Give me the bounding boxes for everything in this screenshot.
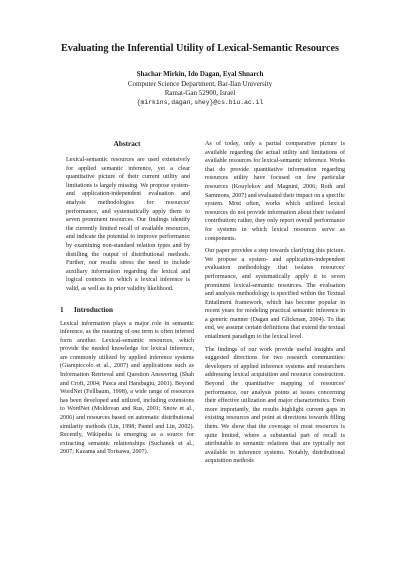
affiliation-location: Ramat-Gan 52900, Israel xyxy=(164,89,236,97)
section-heading-introduction xyxy=(60,306,194,315)
abstract-heading: Abstract xyxy=(113,140,141,148)
author-list: Shachar Mirkin, Ido Dagan, Eyal Shnarch xyxy=(136,70,264,78)
author-emails: {mirkins,dagan,shey}@cs.biu.ac.il xyxy=(136,99,264,106)
left-column xyxy=(60,140,194,457)
intro-paragraph: Lexical information plays a major role in semantic inference, as the meaning of one term is often inferred form another. Lexical-semantic resources, which provide the needed knowledge for lexical inference, are commonly utilized by applied inference systems (Giampiccolo et al., 2007) and applications such as Information Retrieval and Question Answering (Shah and Croft, 2004; Pasca and Harabagiu, 2001). Beyond WordNet (Fellbaum, 1998), a wide range of resources has been developed and utilized, including extensions to WordNet (Moldovan and Rus, 2001; Snow et al., 2006) and resources based on automatic distributional similarity methods (Lin, 1998; Pantel and Lin, 2002). Recently, Wikipedia is emerging as a source for extracting semantic relationships (Suchanek et al., 2007; Kazama and Torisawa, 2007). xyxy=(60,320,194,456)
section-number: 1 xyxy=(60,305,64,314)
right-column xyxy=(205,140,345,466)
section-title: Introduction xyxy=(74,305,114,314)
affiliation-department: Computer Science Department, Bar-Ilan University xyxy=(127,80,273,88)
paper-title: Evaluating the Inferential Utility of Lexical-Semantic Resources xyxy=(60,43,340,54)
body-paragraph-1: As of today, only a partial comparative picture is available regarding the actual utility and limitations of available resources for lexical-semantic inference. Works that do provide quantitative information regarding resources utility have focused on few particular resources (Kouylekov and Magnini, 2006; Roth and Sammons, 2007) and evaluated their impact on a specific system. Most often, works which utilized lexical resources do not provide information about their isolated contribution; rather, they only report overall performance for systems in which lexical resources serve as components. xyxy=(205,141,345,242)
body-paragraph-3: The findings of our work provide useful insights and suggested directions for two research communities: developers of applied inference systems and researchers addressing lexical acquisition and resource construction. Beyond the quantitative mapping of resources' performance, our analysis points at issues concerning their effective utilization and major characteristics. Even more importantly, the results highlight current gaps in existing resources and point at directions towards filling them. We show that the coverage of most resources is quite limited, where a substantial part of recall is attributable to semantic relations that are typically not available to inference systems. Notably, distributional acquisition methods xyxy=(205,346,345,465)
abstract-text: Lexical-semantic resources are used extensively for applied semantic inference, yet a clear quantitative picture of their current utility and limitations is largely missing. We propose system- and application-independent evaluation and analysis methodologies for resources' performance, and systematically apply them to seven prominent resources. Our findings identify the currently limited recall of available resources, and indicate the potential to improve performance by examining non-standard relation types and by distilling the output of distributional methods. Further, our results stress the need to include auxiliary information regarding the lexical and logical contexts in which a lexical inference is valid, as well as its prior validity likelihood. xyxy=(66,157,190,292)
body-paragraph-2: Our paper provides a step towards clarifying this picture. We propose a system- and application-independent evaluation methodology that isolates resources' performance, and systematically apply it to seven prominent lexical-semantic resources. The evaluation and analysis methodology is specified within the Textual Entailment framework, which has become popular in recent years for modeling practical semantic inference in a generic manner (Dagan and Glickman, 2004). To that end, we assume certain definitions that extend the textual entailment paradigm to the lexical level. xyxy=(205,248,345,341)
